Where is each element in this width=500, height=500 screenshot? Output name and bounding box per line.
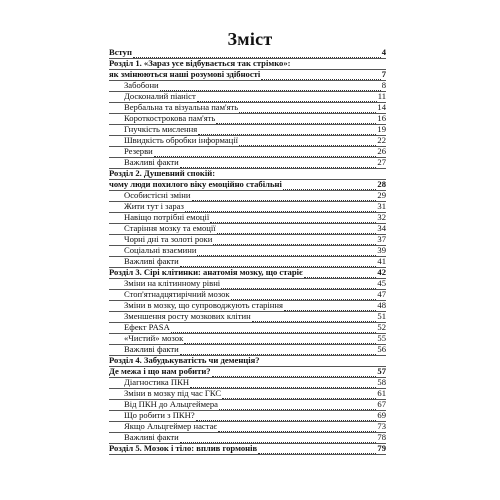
toc-page-number: 19 [377,124,386,134]
toc-leader-dots [219,399,376,410]
toc-page-number: 61 [377,388,386,398]
toc-page-number: 69 [377,410,386,420]
toc-entry-label: «Чистий» мозок [124,333,184,343]
toc-entry-label: Якщо Альцгеймер настає [124,421,218,431]
toc-leader-dots [180,256,377,267]
toc-leader-dots [292,59,385,69]
toc-leader-dots [171,322,377,333]
toc-leader-dots [197,245,376,256]
toc-page-number: 31 [377,201,386,211]
toc-leader-dots [133,47,381,58]
toc-leader-dots [304,267,377,278]
toc-leader-dots [221,278,376,289]
toc-page-number: 42 [377,267,386,277]
page-title: Зміст [227,29,273,49]
toc-leader-dots [213,234,376,245]
toc-leader-dots [231,289,377,300]
toc-entry-label: Розділ 5. Мозок і тіло: вплив гормонів [109,443,258,453]
toc-leader-dots [190,377,376,388]
toc-entry-label: Ефект PASA [124,322,170,332]
toc-entry-label: Важливі факти [124,432,179,442]
toc-leader-dots [284,300,376,311]
toc-page-number: 32 [377,212,386,222]
toc-leader-dots [216,169,385,179]
toc-page-number: 14 [377,102,386,112]
toc-leader-dots [258,443,376,454]
toc-page-number: 51 [377,311,386,321]
toc-entry-label: Зміни на клітинному рівні [124,278,221,288]
toc-entry-label: Діагностика ПКН [124,377,190,387]
toc-entry-label: Особистісні зміни [124,190,191,200]
toc-page-number: 8 [381,80,386,90]
toc-page-number: 28 [377,179,386,189]
toc-leader-dots [185,201,377,212]
toc-leader-dots [218,421,376,432]
toc-leader-dots [216,113,376,124]
toc-leader-dots [160,80,381,91]
toc-leader-dots [154,146,377,157]
toc-entry-label: Швидкість обробки інформації [124,135,239,145]
toc-leader-dots [210,212,376,223]
toc-entry-label: Жити тут і зараз [124,201,184,211]
toc-leader-dots [184,333,376,344]
toc-entry-label: Навіщо потрібні емоції [124,212,210,222]
toc-entry-label: Досконалий піаніст [124,91,196,101]
toc-entry-label: Зміни в мозку, що супроводжують старіння [124,300,283,310]
table-of-contents [109,48,386,455]
toc-page-number: 56 [377,344,386,354]
toc-page-number: 37 [377,234,386,244]
toc-entry-label: Резерви [124,146,153,156]
toc-leader-dots [196,410,377,421]
toc-leader-dots [283,179,377,190]
toc-entry-label: Вступ [109,47,132,57]
toc-page-number: 79 [377,443,386,453]
toc-entry-label: чому люди похилого віку емоційно стабільні [109,179,282,189]
toc-page-number: 22 [377,135,386,145]
toc-entry-label: Чорні дні та золоті роки [124,234,213,244]
toc-page-number: 34 [377,223,386,233]
toc-entry-label: Від ПКН до Альцгеймера [124,399,218,409]
toc-leader-dots [180,344,377,355]
toc-entry-label: Соціальні взаємини [124,245,197,255]
toc-leader-dots [239,102,376,113]
toc-entry-label: Що робити з ПКН? [124,410,195,420]
toc-page-number: 26 [377,146,386,156]
toc-entry-label: Зміни в мозку під час ГКС [124,388,222,398]
toc-page-number: 52 [377,322,386,332]
toc-entry-label: Важливі факти [124,256,179,266]
toc-page-number: 27 [377,157,386,167]
toc-leader-dots [180,157,377,168]
toc-leader-dots [217,223,377,234]
toc-entry-label: Короткострокова пам'ять [124,113,216,123]
toc-leader-dots [261,69,380,80]
toc-leader-dots [192,190,377,201]
toc-leader-dots [198,124,376,135]
toc-page-number: 78 [377,432,386,442]
toc-entry-label: Забобони [124,80,159,90]
toc-leader-dots [212,366,377,377]
toc-page-number: 58 [377,377,386,387]
toc-page-number: 67 [377,399,386,409]
toc-leader-dots [180,432,377,443]
toc-entry-label: Розділ 1. «Зараз усе відбувається так стрімко»: [109,58,291,68]
toc-page-number: 41 [377,256,386,266]
toc-entry-label: Розділ 4. Забудькуватість чи деменція? [109,355,260,365]
toc-entry-label: Важливі факти [124,344,179,354]
toc-page-number: 73 [377,421,386,431]
toc-entry-label: Важливі факти [124,157,179,167]
toc-entry-label: Зменшення росту мозкових клітин [124,311,251,321]
toc-page-number: 16 [377,113,386,123]
toc-leader-dots [252,311,377,322]
toc-entry-label: Розділ 3. Сірі клітинки: анатомія мозку, що старіє [109,267,303,277]
toc-chapter-row [109,444,386,455]
toc-page-number: 48 [377,300,386,310]
toc-leader-dots [197,91,377,102]
toc-page-number: 57 [377,366,386,376]
toc-entry-label: Старіння мозку та емоції [124,223,216,233]
toc-leader-dots [239,135,376,146]
toc-page-number: 29 [377,190,386,200]
toc-page-number: 45 [377,278,386,288]
toc-leader-dots [222,388,376,399]
toc-page-number: 11 [377,91,386,101]
toc-page-number: 47 [377,289,386,299]
toc-entry-label: Де межа і що нам робити? [109,366,211,376]
toc-entry-label: як змінюються наші розумові здібності [109,69,261,79]
toc-entry-label: Вербальна та візуальна пам'ять [124,102,239,112]
toc-entry-label: Гнучкість мислення [124,124,198,134]
toc-entry-label: Розділ 2. Душевний спокій: [109,168,216,178]
toc-entry-label: Стоп'ятнадцятирічний мозок [124,289,230,299]
toc-page-number: 55 [377,333,386,343]
toc-page-number: 39 [377,245,386,255]
toc-leader-dots [261,356,385,366]
toc-page-number: 4 [381,47,386,57]
toc-page-number: 7 [381,69,386,79]
